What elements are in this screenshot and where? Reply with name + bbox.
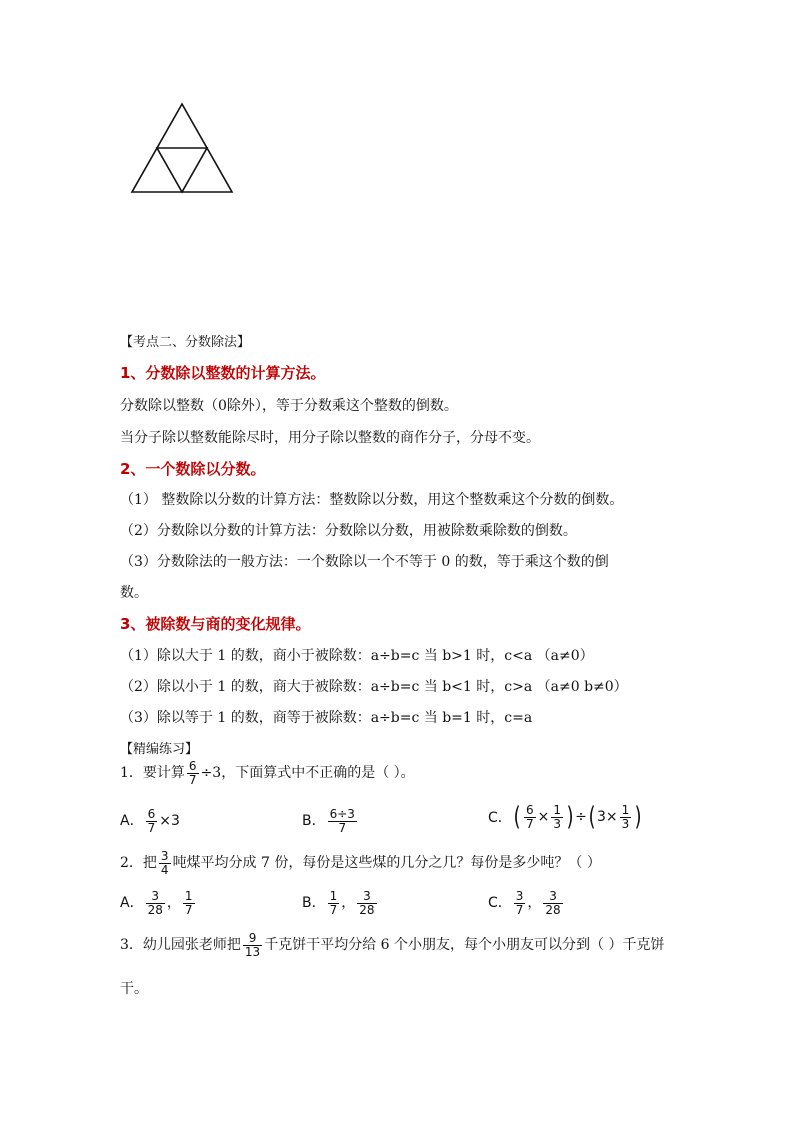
fraction: $\frac{3}{4}$	[160, 849, 169, 877]
question-3-cont: 干。	[120, 981, 148, 997]
question-3-suffix: 千克饼干平均分给 6 个小朋友，每个小朋友可以分到（ ）千克饼	[264, 937, 665, 954]
q1-option-a[interactable]: A． $\frac{6}{7}$ ×3	[120, 807, 180, 835]
question-2-suffix: 吨煤平均分成 7 份，每份是这些煤的几分之几？每份是多少吨？（ ）	[172, 855, 601, 872]
rule-item-2: （2）分数除以分数的计算方法：分数除以分数，用被除数乘除数的倒数。	[120, 523, 577, 539]
inner-triangle	[157, 148, 207, 192]
paragraph-1: 分数除以整数（0除外），等于分数乘这个整数的倒数。	[120, 398, 458, 414]
paragraph-2: 当分子除以整数能除尽时，用分子除以整数的商作分子，分母不变。	[120, 430, 540, 446]
heading-2: 2、一个数除以分数。	[120, 460, 266, 478]
question-1-suffix: ÷3，下面算式中不正确的是（ ）。	[200, 765, 415, 782]
fraction: $\frac{6}{7}$	[188, 759, 197, 787]
question-1	[120, 760, 415, 786]
fraction: $\frac{9}{13}$	[244, 931, 261, 959]
q2-option-a[interactable]: A． $\frac{3}{28}$ ， $\frac{1}{7}$	[120, 889, 193, 917]
q2-option-b[interactable]: B． $\frac{1}{7}$ ， $\frac{3}{28}$	[302, 889, 375, 917]
change-rule-3: （3）除以等于 1 的数，商等于被除数：a÷b=c 当 b=1 时，c=a	[120, 710, 533, 726]
question-3	[120, 932, 664, 958]
section-title: 【考点二、分数除法】	[120, 335, 251, 350]
question-1-prefix: 1．要计算	[120, 765, 185, 782]
heading-1: 1、分数除以整数的计算方法。	[120, 364, 326, 382]
question-2-prefix: 2．把	[120, 855, 157, 872]
q2-option-c[interactable]: C． $\frac{3}{7}$ ， $\frac{3}{28}$	[488, 889, 561, 917]
q1-option-b[interactable]: B． $\frac{6\div 3}{7}$	[302, 807, 355, 835]
change-rule-1: （1）除以大于 1 的数，商小于被除数：a÷b=c 当 b>1 时，c<a （a≠0）	[120, 648, 594, 664]
practice-title: 【精编练习】	[120, 742, 199, 757]
rule-item-3-cont: 数。	[120, 585, 148, 601]
question-3-prefix: 3．幼儿园张老师把	[120, 937, 241, 954]
heading-3: 3、被除数与商的变化规律。	[120, 615, 311, 633]
rule-item-1: （1） 整数除以分数的计算方法：整数除以分数，用这个整数乘这个分数的倒数。	[120, 492, 624, 508]
q1-option-c[interactable]: C．( $\frac{6}{7}$ × $\frac{1}{3}$ ) ÷( 3× $\frac{1}{3}$ )	[488, 802, 642, 833]
rule-item-3: （3）分数除法的一般方法：一个数除以一个不等于 0 的数，等于乘这个数的倒	[120, 554, 609, 570]
question-2	[120, 850, 601, 876]
triangle-figure	[128, 100, 236, 196]
change-rule-2: （2）除以小于 1 的数，商大于被除数：a÷b=c 当 b<1 时，c>a （a≠0 b≠0）	[120, 679, 628, 695]
